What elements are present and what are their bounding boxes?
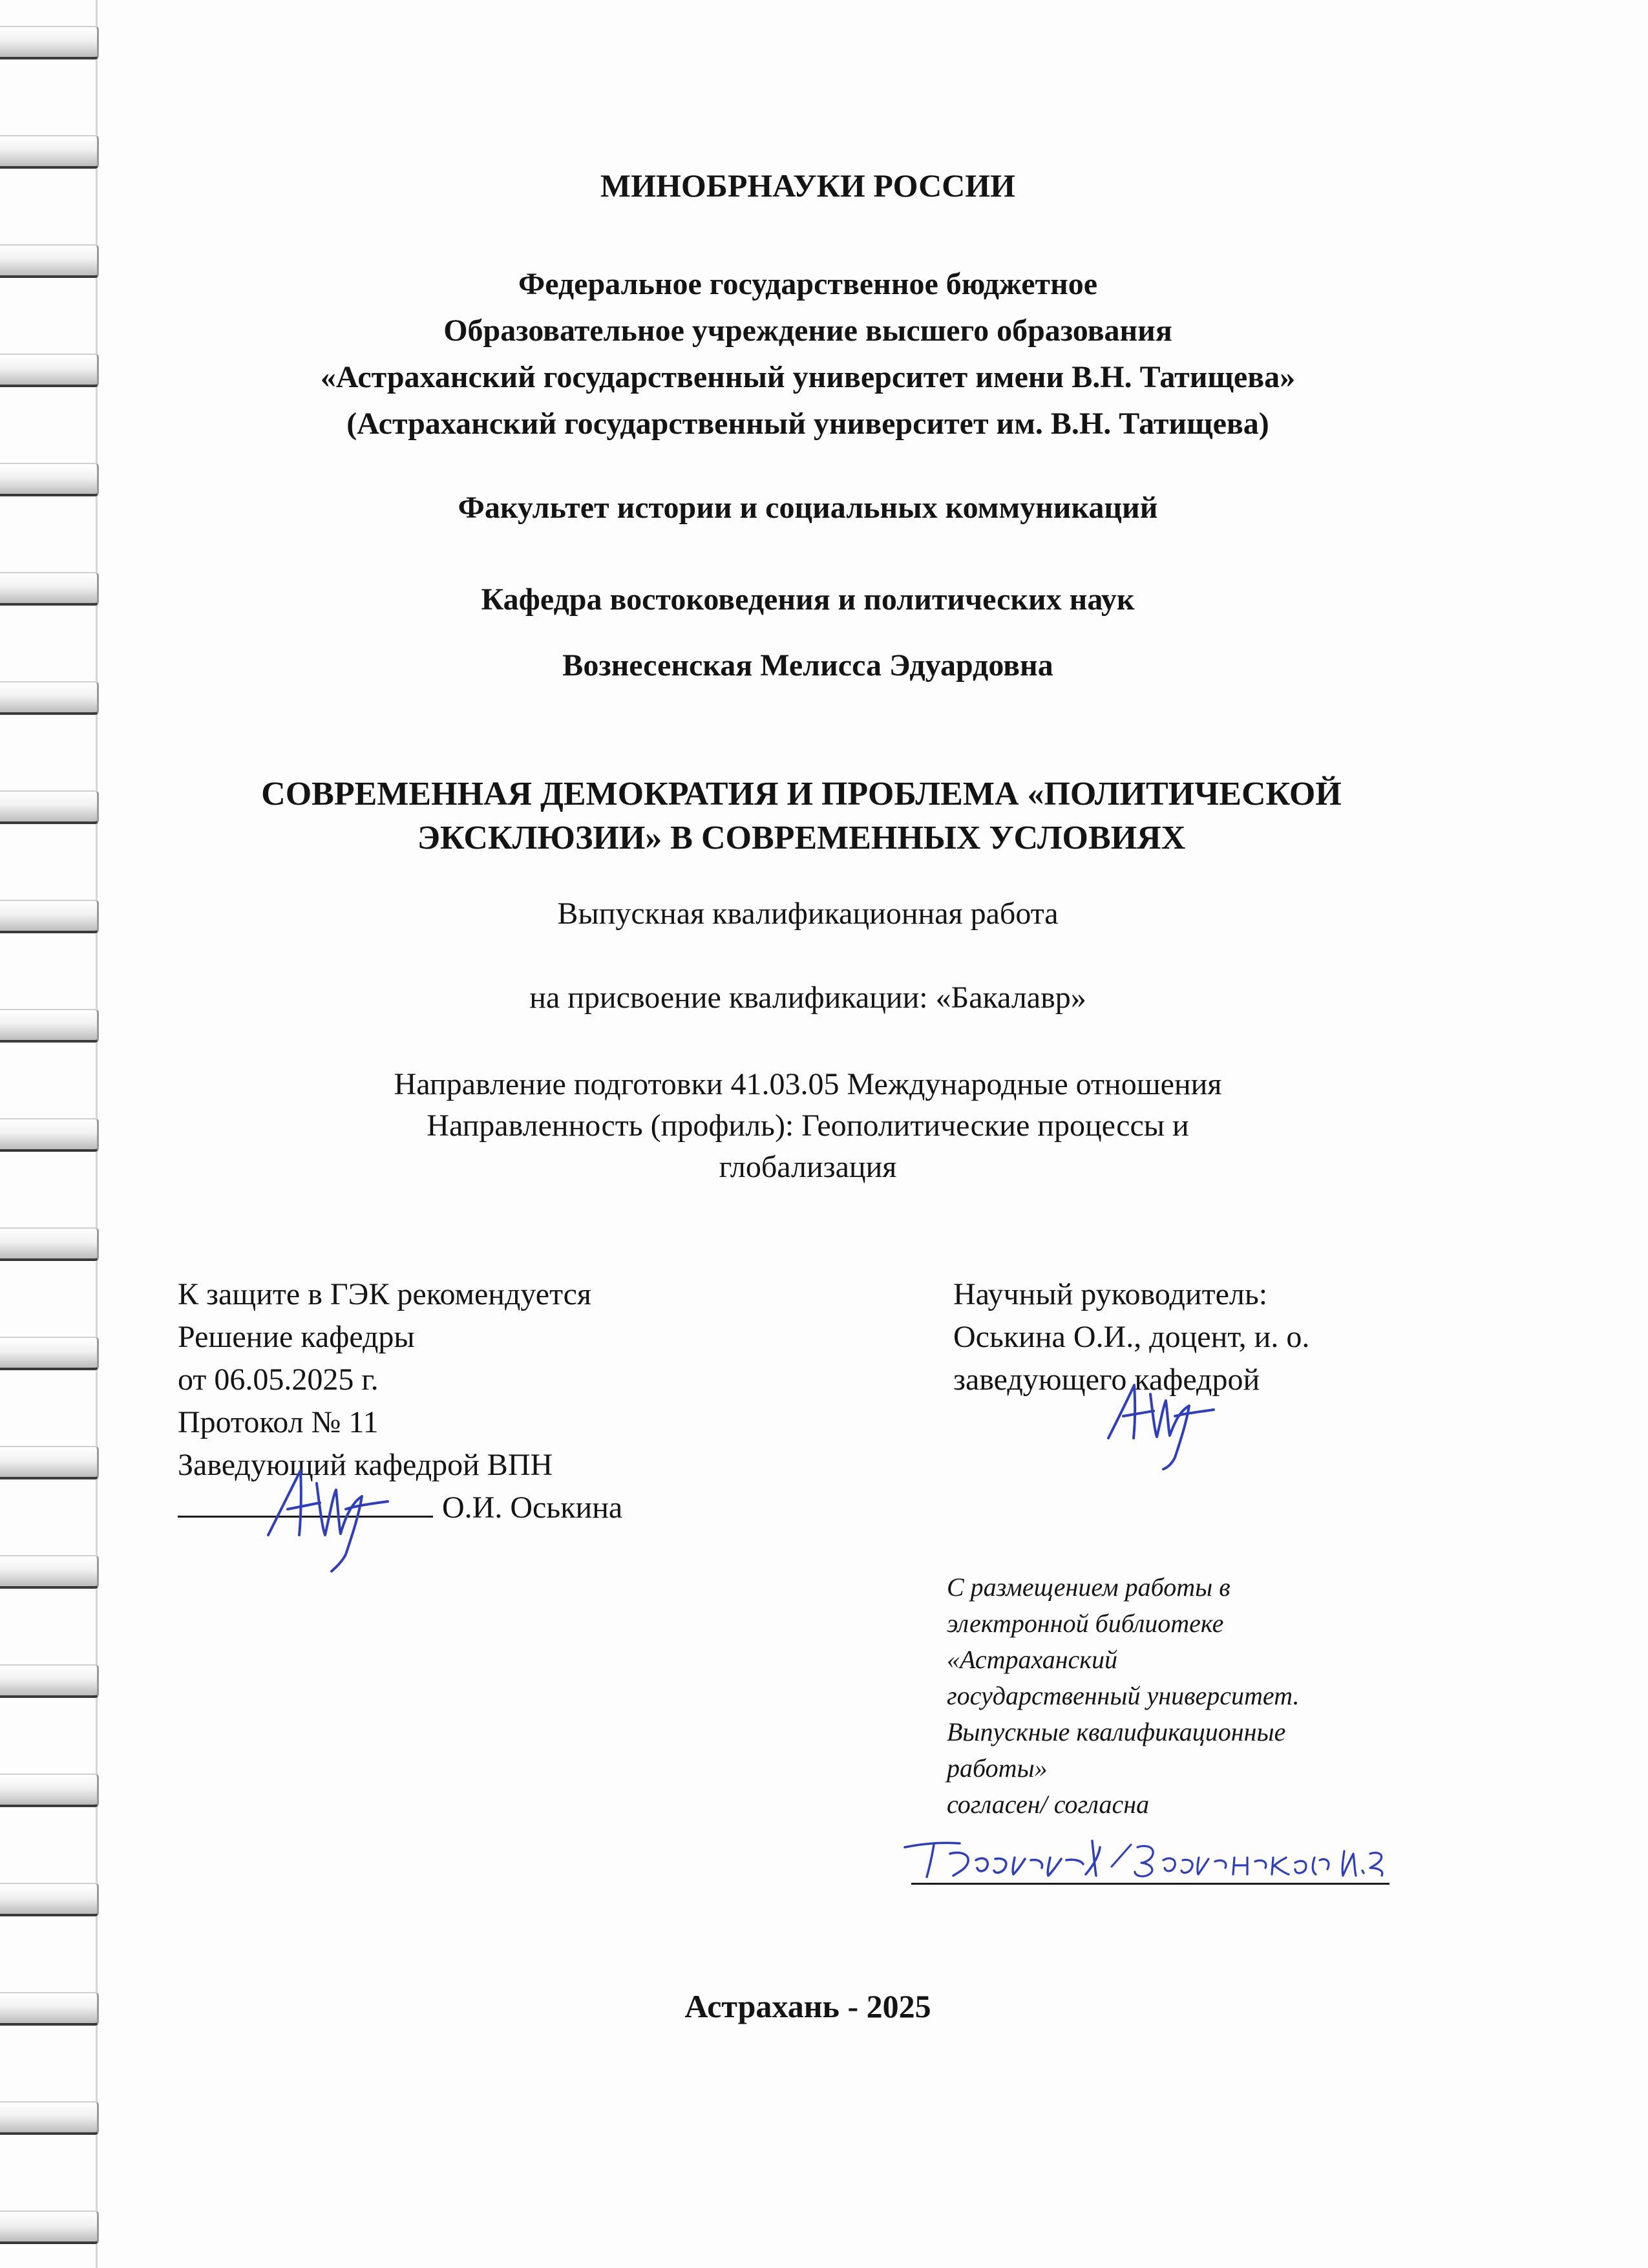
consent-line: «Астраханский: [947, 1645, 1118, 1674]
spiral-binding: [0, 0, 110, 2268]
consent-line: С размещением работы в: [947, 1573, 1231, 1602]
binding-ring: [0, 2210, 99, 2244]
org-line: Образовательное учреждение высшего образования: [443, 313, 1172, 348]
defense-line: Протокол № 11: [178, 1405, 379, 1439]
binding-ring: [0, 900, 99, 933]
binding-ring: [0, 1774, 99, 1807]
org-line: Федеральное государственное бюджетное: [518, 267, 1098, 301]
binding-ring: [0, 572, 99, 606]
supervisor-line: Оськина О.И., доцент, и. о.: [953, 1320, 1310, 1354]
city-year: Астрахань - 2025: [684, 1988, 931, 2024]
binding-ring: [0, 463, 99, 496]
defense-line: Заведующий кафедрой ВПН: [178, 1448, 553, 1482]
binding-ring: [0, 2101, 99, 2135]
binding-ring: [0, 354, 99, 387]
consent-line: электронной библиотеке: [947, 1609, 1224, 1638]
org-line: «Астраханский государственный университет имени В.Н. Татищева»: [320, 360, 1296, 394]
binding-ring: [0, 1664, 99, 1698]
title-line: СОВРЕМЕННАЯ ДЕМОКРАТИЯ И ПРОБЛЕМА «ПОЛИТИЧЕСКОЙ: [261, 776, 1342, 812]
work-type: Выпускная квалификационная работа: [557, 896, 1059, 931]
defense-line: К защите в ГЭК рекомендуется: [178, 1277, 592, 1311]
binding-ring: [0, 1992, 99, 2026]
supervisor-handwritten-signature: [1099, 1373, 1228, 1470]
ministry-heading: МИНОБРНАУКИ РОССИИ: [600, 167, 1016, 204]
library-consent: [947, 1569, 1438, 1823]
supervisor-line: Научный руководитель:: [953, 1277, 1268, 1311]
faculty-name: Факультет истории и социальных коммуникаций: [458, 491, 1158, 525]
defense-line: от 06.05.2025 г.: [178, 1362, 379, 1397]
department-name: Кафедра востоковедения и политических наук: [481, 582, 1135, 617]
binding-ring: [0, 1118, 99, 1152]
defense-line: Решение кафедры: [178, 1320, 415, 1354]
binding-ring: [0, 1227, 99, 1261]
title-line: ЭКСКЛЮЗИИ» В СОВРЕМЕННЫХ УСЛОВИЯХ: [417, 820, 1186, 856]
direction-line: Направленность (профиль): Геополитические процессы и: [427, 1108, 1189, 1143]
binding-ring: [0, 681, 99, 715]
head-handwritten-signature: [255, 1457, 404, 1574]
binding-ring: [0, 1009, 99, 1043]
consent-line: Выпускные квалификационные: [947, 1717, 1286, 1746]
consent-line: согласен/ согласна: [947, 1790, 1150, 1819]
study-direction: [194, 1064, 1422, 1188]
direction-line: глобализация: [719, 1150, 897, 1184]
binding-ring: [0, 1337, 99, 1370]
author-name: Вознесенская Мелисса Эдуардовна: [562, 648, 1053, 683]
consent-line: государственный университет.: [947, 1681, 1300, 1710]
binding-ring: [0, 135, 99, 169]
binding-ring: [0, 244, 99, 278]
qualification: на присвоение квалификации: «Бакалавр»: [529, 980, 1086, 1015]
binding-ring: [0, 1883, 99, 1916]
consent-line: работы»: [947, 1754, 1048, 1783]
binding-ring: [0, 1446, 99, 1479]
consent-signature-area: [898, 1849, 1389, 1887]
binding-ring: [0, 790, 99, 824]
head-signer-name: О.И. Оськина: [442, 1490, 623, 1525]
direction-line: Направление подготовки 41.03.05 Международные отношения: [394, 1067, 1222, 1101]
binding-ring: [0, 26, 99, 59]
organization-block: [129, 261, 1486, 447]
org-line: (Астраханский государственный университет им. В.Н. Татищева): [346, 407, 1269, 441]
binding-ring: [0, 1555, 99, 1589]
supervisor-line: заведующего кафедрой: [953, 1362, 1260, 1397]
consent-handwritten-signature: [898, 1834, 1389, 1886]
work-title: [155, 772, 1448, 860]
